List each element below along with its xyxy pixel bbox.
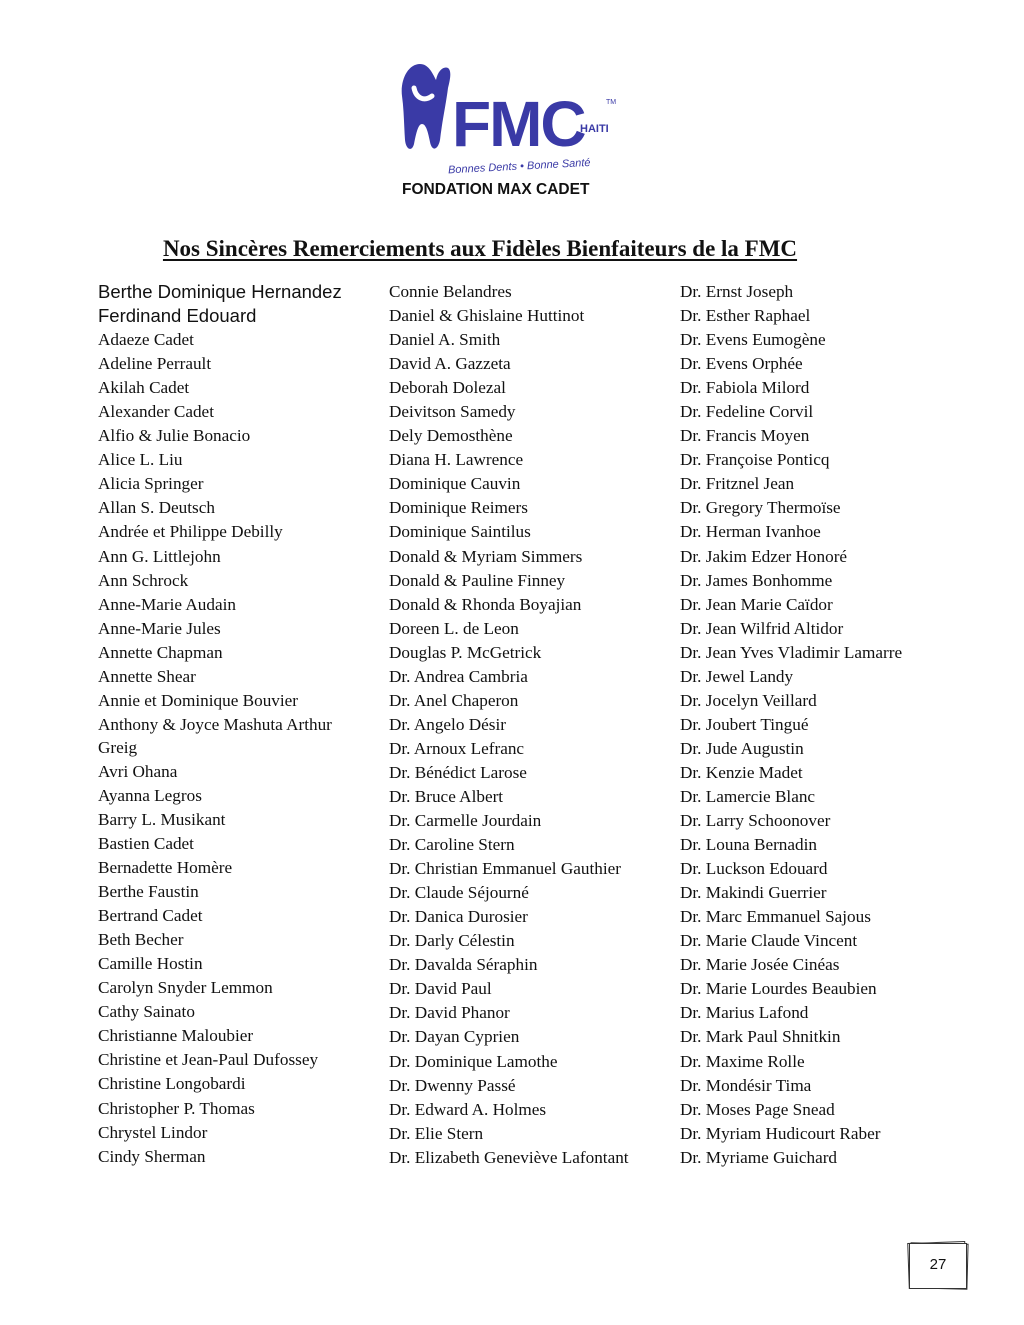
list-item: Anne-Marie Audain	[98, 594, 236, 614]
list-item: Beth Becher	[98, 930, 184, 950]
list-item: Annie et Dominique Bouvier	[98, 690, 299, 710]
list-item: Dr. James Bonhomme	[680, 570, 833, 590]
list-item: Dr. Marie Lourdes Beaubien	[680, 979, 877, 999]
list-item: Christopher P. Thomas	[98, 1098, 255, 1118]
list-item: Dr. David Phanor	[389, 1003, 510, 1023]
list-item: Dr. Louna Bernadin	[680, 835, 817, 855]
list-item: Dr. Andrea Cambria	[389, 666, 528, 686]
logo-tagline: Bonnes Dents • Bonne Santé	[447, 156, 591, 177]
list-item: Avri Ohana	[98, 761, 178, 781]
list-item: Dr. Jean Wilfrid Altidor	[680, 618, 844, 638]
list-item: Cathy Sainato	[98, 1002, 195, 1022]
list-item: Dr. Maxime Rolle	[680, 1051, 805, 1071]
list-item: Dr. Esther Raphael	[680, 306, 811, 326]
fmc-logo	[392, 58, 632, 200]
list-item: Daniel A. Smith	[389, 330, 501, 350]
list-item: Dr. Marius Lafond	[680, 1003, 809, 1023]
list-item: Dr. Mark Paul Shnitkin	[680, 1027, 841, 1047]
list-item: Ann G. Littlejohn	[98, 546, 221, 566]
donor-column-1	[98, 280, 378, 1169]
list-item: Dr. Anel Chaperon	[389, 690, 519, 710]
list-item: Daniel & Ghislaine Huttinot	[389, 306, 585, 326]
list-item: Dely Demosthène	[389, 426, 513, 446]
list-item: Dr. Marie Josée Cinéas	[680, 955, 840, 975]
list-item: Dominique Saintilus	[389, 522, 531, 542]
logo-country: HAITI	[580, 123, 609, 135]
list-item: Dr. Kenzie Madet	[680, 762, 803, 782]
list-item: Dr. Jewel Landy	[680, 666, 794, 686]
list-item: Dr. Fritznel Jean	[680, 474, 795, 494]
list-item: Dr. Claude Séjourné	[389, 883, 529, 903]
list-item: Dr. David Paul	[389, 979, 492, 999]
list-item: Dominique Cauvin	[389, 474, 521, 494]
list-item: Dr. Fabiola Milord	[680, 378, 810, 398]
logo-acronym: FMC	[452, 88, 585, 160]
list-item: Dr. Marc Emmanuel Sajous	[680, 907, 871, 927]
list-item: Dr. Mondésir Tima	[680, 1075, 812, 1095]
list-item: Connie Belandres	[389, 282, 512, 301]
list-item: Dr. Darly Célestin	[389, 931, 515, 951]
list-item: Dr. Edward A. Holmes	[389, 1099, 547, 1119]
list-item: Dr. Marie Claude Vincent	[680, 931, 858, 951]
list-item: Christine et Jean-Paul Dufossey	[98, 1050, 319, 1070]
list-item: Dr. Carmelle Jourdain	[389, 811, 542, 831]
list-item: Alicia Springer	[98, 474, 204, 494]
list-item: Christianne Maloubier	[98, 1026, 254, 1046]
list-item: Donald & Myriam Simmers	[389, 546, 583, 566]
list-item: Dr. Dominique Lamothe	[389, 1051, 558, 1071]
list-item: Donald & Pauline Finney	[389, 570, 566, 590]
list-item: Douglas P. McGetrick	[389, 642, 542, 662]
list-item: Camille Hostin	[98, 954, 203, 974]
list-item: Adeline Perrault	[98, 354, 212, 374]
list-item: Dr. Makindi Guerrier	[680, 883, 827, 903]
list-item: Dr. Arnoux Lefranc	[389, 738, 525, 758]
list-item: Barry L. Musikant	[98, 809, 226, 829]
list-item: Diana H. Lawrence	[389, 450, 524, 470]
list-item: Dr. Elie Stern	[389, 1123, 484, 1143]
donor-column-2	[389, 280, 669, 1170]
list-item: Dr. Jakim Edzer Honoré	[680, 546, 848, 566]
tooth-icon	[402, 64, 451, 149]
page-title: Nos Sincères Remerciements aux Fidèles Bienfaiteurs de la FMC	[162, 236, 798, 261]
list-item: Dr. Moses Page Snead	[680, 1099, 835, 1119]
list-item: Anthony & Joyce Mashuta Arthur Greig	[98, 714, 332, 758]
list-item: Chrystel Lindor	[98, 1122, 208, 1142]
list-item: Dr. Evens Eumogène	[680, 330, 826, 350]
list-item: Ann Schrock	[98, 570, 189, 590]
fmc-logo-graphic	[392, 58, 632, 200]
list-item: Dr. Jude Augustin	[680, 738, 804, 758]
list-item: Ferdinand Edouard	[98, 305, 257, 327]
logo-organization: FONDATION MAX CADET	[402, 181, 590, 198]
list-item: Dr. Ernst Joseph	[680, 282, 794, 301]
list-item: Dominique Reimers	[389, 498, 528, 518]
list-item: Dr. Myriame Guichard	[680, 1147, 838, 1167]
list-item: Cindy Sherman	[98, 1146, 206, 1166]
list-item: Bernadette Homère	[98, 858, 233, 878]
list-item: Annette Shear	[98, 666, 196, 686]
donor-column-3	[680, 280, 1010, 1170]
list-item: Deborah Dolezal	[389, 378, 506, 398]
list-item: Dr. Caroline Stern	[389, 835, 515, 855]
list-item: Alice L. Liu	[98, 450, 183, 470]
list-item: Berthe Dominique Hernandez	[98, 281, 342, 302]
list-item: Akilah Cadet	[98, 378, 190, 398]
list-item: Dr. Myriam Hudicourt Raber	[680, 1123, 881, 1143]
list-item: Dr. Jocelyn Veillard	[680, 690, 817, 710]
list-item: Christine Longobardi	[98, 1074, 246, 1094]
page-number: 27	[929, 1256, 947, 1273]
list-item: Dr. Luckson Edouard	[680, 859, 828, 879]
list-item: Bastien Cadet	[98, 833, 194, 853]
list-item: Berthe Faustin	[98, 882, 199, 902]
list-item: Dr. Dwenny Passé	[389, 1075, 516, 1095]
list-item: Carolyn Snyder Lemmon	[98, 978, 273, 998]
list-item: Dr. Davalda Séraphin	[389, 955, 538, 975]
list-item: Alexander Cadet	[98, 402, 214, 422]
list-item: Anne-Marie Jules	[98, 618, 221, 638]
list-item: Dr. Angelo Désir	[389, 714, 506, 734]
list-item: Adaeze Cadet	[98, 330, 194, 350]
list-item: Dr. Joubert Tingué	[680, 714, 809, 734]
list-item: Dr. Jean Marie Caïdor	[680, 594, 833, 614]
list-item: Dr. Christian Emmanuel Gauthier	[389, 859, 621, 879]
list-item: Dr. Dayan Cyprien	[389, 1027, 520, 1047]
list-item: Ayanna Legros	[98, 785, 202, 805]
list-item: Dr. Françoise Ponticq	[680, 450, 830, 470]
list-item: Andrée et Philippe Debilly	[98, 522, 283, 542]
list-item: Dr. Bruce Albert	[389, 786, 504, 806]
list-item: Bertrand Cadet	[98, 906, 203, 926]
list-item: Doreen L. de Leon	[389, 618, 519, 638]
list-item: Dr. Danica Durosier	[389, 907, 528, 927]
list-item: Annette Chapman	[98, 642, 223, 662]
list-item: Dr. Herman Ivanhoe	[680, 522, 821, 542]
list-item: Alfio & Julie Bonacio	[98, 426, 251, 446]
list-item: Allan S. Deutsch	[98, 498, 215, 518]
list-item: Deivitson Samedy	[389, 402, 516, 422]
list-item: Dr. Gregory Thermoïse	[680, 498, 841, 518]
list-item: Dr. Elizabeth Geneviève Lafontant	[389, 1147, 629, 1167]
logo-trademark: TM	[606, 99, 617, 106]
list-item: Dr. Bénédict Larose	[389, 762, 527, 782]
list-item: Dr. Francis Moyen	[680, 426, 810, 446]
list-item: Dr. Evens Orphée	[680, 354, 803, 374]
list-item: David A. Gazzeta	[389, 354, 511, 374]
list-item: Donald & Rhonda Boyajian	[389, 594, 582, 614]
page-number-box	[906, 1240, 970, 1290]
list-item: Dr. Larry Schoonover	[680, 811, 831, 831]
list-item: Dr. Lamercie Blanc	[680, 786, 816, 806]
list-item: Dr. Jean Yves Vladimir Lamarre	[680, 642, 903, 662]
list-item: Dr. Fedeline Corvil	[680, 402, 814, 422]
